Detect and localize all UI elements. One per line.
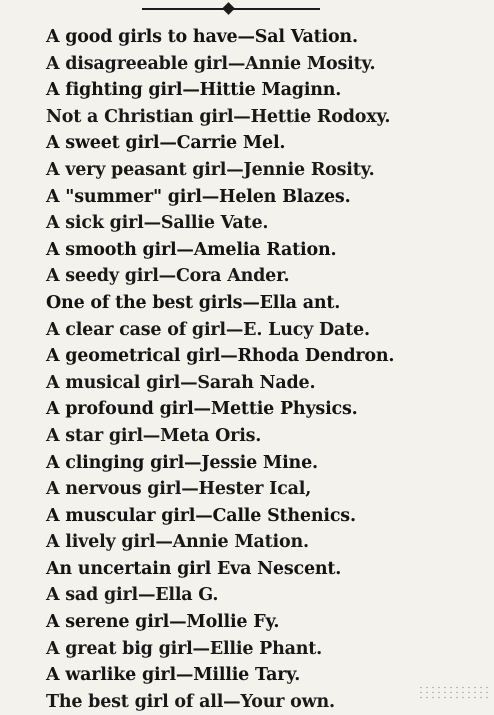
- list-line: A geometrical girl—Rhoda Dendron.: [46, 346, 395, 367]
- list-line: A lively girl—Annie Mation.: [46, 532, 309, 553]
- list-line: A nervous girl—Hester Ical,: [46, 479, 312, 500]
- list-line: A sick girl—Sallie Vate.: [46, 213, 269, 234]
- list-line: A clinging girl—Jessie Mine.: [46, 452, 318, 473]
- list-line: An uncertain girl Eva Nescent.: [46, 558, 342, 579]
- list-line: Not a Christian girl—Hettie Rodoxy.: [46, 106, 391, 127]
- list-line: A clear case of girl—E. Lucy Date.: [46, 319, 370, 340]
- list-line: A serene girl—Mollie Fy.: [46, 612, 280, 633]
- list-line: A smooth girl—Amelia Ration.: [46, 239, 337, 260]
- list-line: The best girl of all—Your own.: [46, 691, 335, 712]
- girls-list: [46, 24, 486, 715]
- list-line: A good girls to have—Sal Vation.: [46, 27, 358, 47]
- list-line: A "summer" girl—Helen Blazes.: [46, 186, 351, 207]
- list-line: A very peasant girl—Jennie Rosity.: [46, 159, 375, 180]
- list-line: A muscular girl—Calle Sthenics.: [46, 505, 356, 526]
- list-line: A seedy girl—Cora Ander.: [46, 266, 290, 287]
- list-line: One of the best girls—Ella ant.: [46, 292, 341, 313]
- list-line: A profound girl—Mettie Physics.: [46, 399, 358, 420]
- list-line: A disagreeable girl—Annie Mosity.: [46, 53, 376, 74]
- list-line: A fighting girl—Hittie Maginn.: [46, 80, 342, 101]
- list-line: A sad girl—Ella G.: [46, 585, 219, 606]
- list-line: A sweet girl—Carrie Mel.: [46, 133, 286, 154]
- list-line: A musical girl—Sarah Nade.: [46, 372, 316, 393]
- print-specks: [418, 685, 488, 701]
- list-line: A great big girl—Ellie Phant.: [46, 638, 323, 659]
- rule-ornament-icon: [222, 2, 235, 15]
- list-line: A star girl—Meta Oris.: [46, 425, 262, 446]
- list-line: A warlike girl—Millie Tary.: [46, 665, 301, 686]
